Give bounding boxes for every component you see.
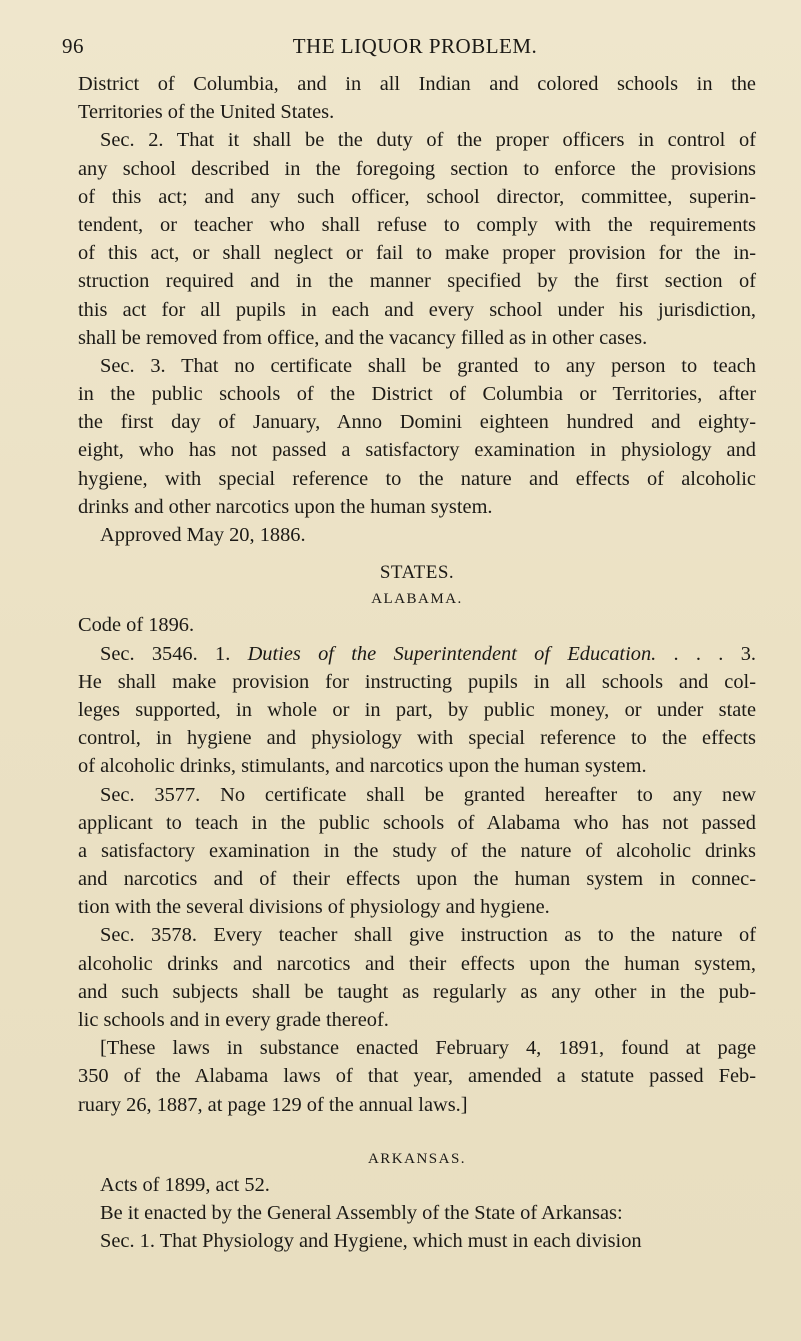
states-heading: STATES. bbox=[379, 562, 455, 584]
note-line: 350 of the Alabama laws of that year, amended a statute passed Feb- bbox=[78, 1065, 756, 1088]
body-text bbox=[78, 70, 756, 1255]
text-line: applicant to teach in the public schools of Alabama who has not passed bbox=[78, 811, 756, 834]
text-line: drinks and other narcotics upon the human system. bbox=[78, 495, 493, 518]
text-line: the first day of January, Anno Domini eighteen hundred and eighty- bbox=[78, 411, 756, 434]
text-line: lic schools and in every grade thereof. bbox=[78, 1009, 389, 1031]
text-line: leges supported, in whole or in part, by public money, or under state bbox=[78, 698, 756, 721]
text-line: and narcotics and of their effects upon the human system in connec- bbox=[78, 868, 756, 891]
page-number: 96 bbox=[62, 34, 84, 58]
section-title: Duties of the Superintendent of Education. bbox=[247, 642, 657, 665]
alabama-heading: ALABAMA. bbox=[371, 591, 463, 608]
text-line: control, in hygiene and physiology with special reference to the effects bbox=[78, 727, 756, 750]
note-line: [These laws in substance enacted February 4, 1891, found at page bbox=[100, 1037, 756, 1060]
text-line: He shall make provision for instructing pupils in all schools and col- bbox=[78, 670, 756, 693]
text-line: and such subjects shall be taught as regularly as any other in the pub- bbox=[78, 980, 756, 1003]
code-line: Code of 1896. bbox=[78, 614, 195, 637]
approval-line: Approved May 20, 1886. bbox=[100, 524, 306, 546]
text-line: shall be removed from office, and the vacancy filled as in other cases. bbox=[78, 326, 648, 349]
text-line: tion with the several divisions of physiology and hygiene. bbox=[78, 896, 550, 919]
text-line: Territories of the United States. bbox=[78, 101, 335, 124]
text-line: Sec. 3. That no certificate shall be granted to any person to teach bbox=[100, 354, 756, 377]
text-line: this act for all pupils in each and every school under his jurisdiction, bbox=[78, 298, 756, 321]
text-line: of this act; and any such officer, school director, committee, superin- bbox=[78, 185, 756, 208]
text-line: District of Columbia, and in all Indian and colored schools in the bbox=[78, 73, 756, 95]
text-line: Sec. 2. That it shall be the duty of the proper officers in control of bbox=[100, 129, 756, 152]
text-line: tendent, or teacher who shall refuse to comply with the requirements bbox=[78, 213, 756, 236]
text-line: alcoholic drinks and narcotics and their effects upon the human system, bbox=[78, 952, 756, 975]
text-line: Sec. 3577. No certificate shall be granted hereafter to any new bbox=[100, 783, 756, 806]
text-line: of this act, or shall neglect or fail to make proper provision for the in- bbox=[78, 242, 756, 265]
running-head bbox=[62, 34, 768, 62]
text-line: struction required and in the manner specified by the first section of bbox=[78, 270, 756, 293]
text-line: Sec. 1. That Physiology and Hygiene, which must in each division bbox=[100, 1230, 642, 1253]
section-suffix: . . . 3. bbox=[656, 642, 756, 665]
text-line: of alcoholic drinks, stimulants, and narcotics upon the human system. bbox=[78, 755, 647, 778]
text-line: Sec. 3578. Every teacher shall give instruction as to the nature of bbox=[100, 924, 756, 947]
text-line: any school described in the foregoing section to enforce the provisions bbox=[78, 157, 756, 180]
text-line: hygiene, with special reference to the nature and effects of alcoholic bbox=[78, 467, 756, 490]
running-title: THE LIQUOR PROBLEM. bbox=[292, 34, 538, 58]
text-line: a satisfactory examination in the study of the nature of alcoholic drinks bbox=[78, 839, 756, 862]
text-line: eight, who has not passed a satisfactory examination in physiology and bbox=[78, 439, 756, 462]
text-line: in the public schools of the District of Columbia or Territories, after bbox=[78, 383, 756, 406]
arkansas-heading: ARKANSAS. bbox=[367, 1150, 467, 1167]
section-number: Sec. 3546. 1. bbox=[100, 642, 248, 665]
enacting-clause: Be it enacted by the General Assembly of the State of Arkansas: bbox=[100, 1201, 623, 1224]
note-line: ruary 26, 1887, at page 129 of the annual laws.] bbox=[78, 1093, 468, 1116]
acts-line: Acts of 1899, act 52. bbox=[100, 1173, 270, 1196]
text-line bbox=[78, 640, 756, 668]
